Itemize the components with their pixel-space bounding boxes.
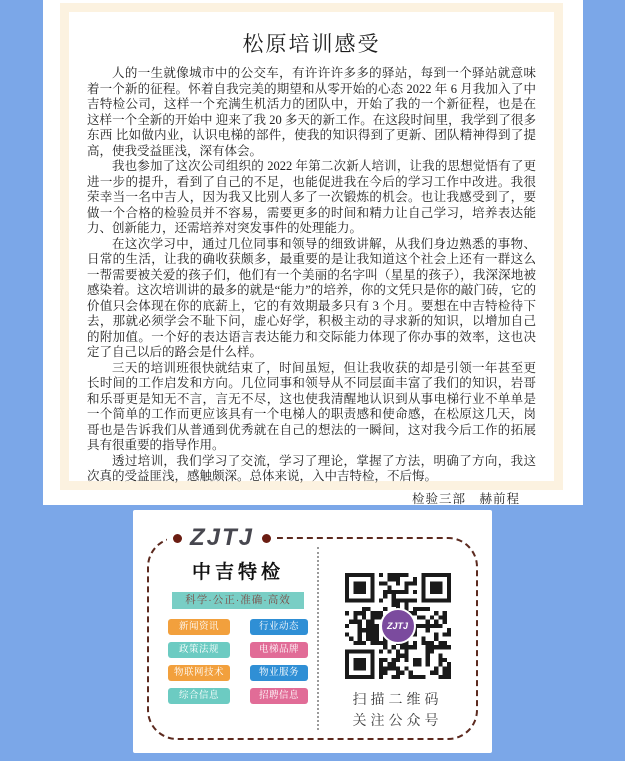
- promo-right-column: [319, 539, 476, 738]
- chip-iot: 物联网技术: [168, 665, 230, 681]
- chip-recruit: 招聘信息: [250, 688, 308, 704]
- chip-elevator-brand: 电梯品牌: [250, 642, 308, 658]
- qr-caption-line1: 扫描二维码: [352, 691, 443, 707]
- slogan-banner: 科学·公正·准确·高效: [172, 592, 304, 609]
- chip-industry: 行业动态: [250, 619, 308, 635]
- paragraph: 三天的培训班很快就结束了，时间虽短，但让我收获的却是引领一年甚至更长时间的工作启发和方向。几位同事和领导从不同层面丰富了我们的知识，岩哥和乐哥更是知无不言，言无不尽，这也使我清醒地认识到从事电梯行业不单单是一个简单的工作而更应该具有一个电梯人的职责感和使命感，在松原这几天，岗哥也是告诉我们从普通到优秀就在自己的想法的一瞬间，这对我今后工作的拓展具有很重要的指导作用。: [87, 360, 536, 452]
- chip-property: 物业服务: [250, 665, 308, 681]
- paragraph: 人的一生就像城市中的公交车，有许许许多多的驿站，每到一个驿站就意味着一个新的征程。怀着自我完美的期望和从零开始的心态 2022 年 6 月我加入了中吉特检公司，这样一个充满生机活力的团队中，开始了我的一个新征程，也是在这样一个全新的开始中 迎来了我 20 多天的新工作。在这段时间里，我学到了很多东西 比如做内业，认识电梯的部件，使我的知识得到了更新、团队精神得到了提高，使我受益匪浅，深有体会。: [87, 66, 536, 158]
- promo-card: [133, 510, 492, 753]
- article-content: [69, 12, 554, 506]
- article-card: [60, 3, 563, 506]
- logo-dot-right: [262, 534, 271, 543]
- promo-left-column: [149, 539, 317, 738]
- qr-code: [345, 573, 451, 679]
- brand-name: 中吉特检: [191, 562, 284, 583]
- brand-logo-row: [167, 523, 277, 553]
- chip-news: 新闻资讯: [168, 619, 230, 635]
- qr-caption-line2: 关注公众号: [352, 712, 443, 728]
- chip-policy: 政策法规: [168, 642, 230, 658]
- paragraph: 在这次学习中，通过几位同事和领导的细致讲解，从我们身边熟悉的事物、日常的生活，让我的确收获颇多，最重要的是让我知道这个社会上还有一群这么一帮需要被关爱的孩子们，他们有一个美丽的名字叫（星星的孩子），我深深地被感染着。这次培训讲的最多的就是“能力”的培养，你的文凭只是你的敲门砖，它的价值只会体现在你的底薪上，它的有效期最多只有 3 个月。要想在中吉特检待下去，那就必须学会不耻下问，虚心好学，积极主动的寻求新的知识，以增加自己的附加值。一个好的表达语言表达能力和交际能力体现了你办事的效率，这也决定了自己以后的路会是什么样。: [87, 236, 536, 359]
- paragraph: 我也参加了这次公司组织的 2022 年第二次新人培训，让我的思想觉悟有了更进一步的提升，看到了自己的不足，也能促进我在今后的学习工作中改进。我很荣幸当一名中吉人，因为我又比别人多了一次锻炼的机会。也让我感受到了，要做一个合格的检验员并不容易，需要更多的时间和精力让自己学习，培养表达能力、创新能力，还需培养对突发事件的处理能力。: [87, 159, 536, 235]
- dashed-frame: [147, 524, 478, 740]
- author-signature: 检验三部 赫前程: [411, 491, 520, 506]
- qr-caption: [319, 689, 476, 731]
- logo-dot-left: [173, 534, 182, 543]
- article-title: 松原培训感受: [242, 32, 381, 56]
- article-body: [87, 66, 536, 485]
- zjtj-logo: ZJTJ: [190, 524, 255, 551]
- qr-center-logo: ZJTJ: [380, 608, 416, 644]
- chip-general-info: 综合信息: [168, 688, 230, 704]
- category-chip-grid: [159, 619, 317, 704]
- article-band: [43, 0, 583, 505]
- paragraph: 透过培训，我们学习了交流，学习了理论，掌握了方法，明确了方向，我这次真的受益匪浅，感触颇深。总体来说，入中吉特检，不后悔。: [87, 453, 536, 483]
